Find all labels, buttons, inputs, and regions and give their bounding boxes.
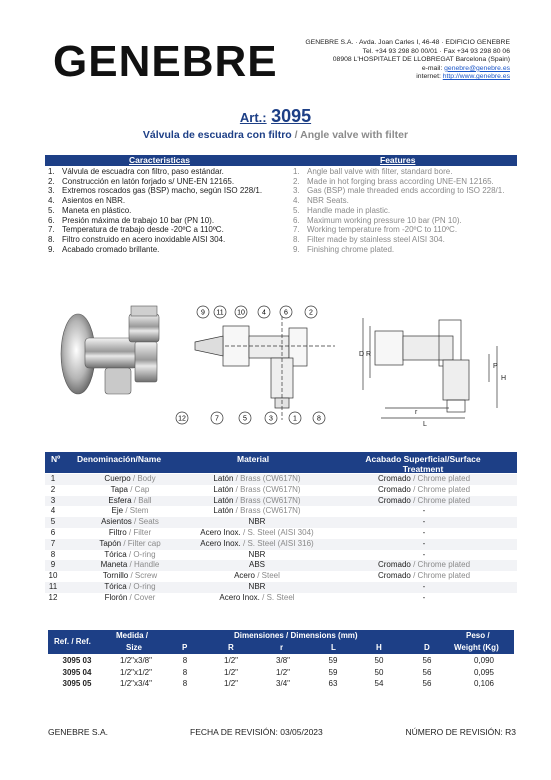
part-name-es: Tornillo bbox=[102, 571, 129, 581]
valve-photo bbox=[61, 306, 159, 394]
separator: / bbox=[410, 474, 418, 483]
feature-item bbox=[290, 167, 516, 177]
material-en: Steel bbox=[261, 571, 280, 581]
separator: / bbox=[233, 495, 241, 505]
part-name-es: Tapón bbox=[99, 538, 122, 548]
dim-H: 50 bbox=[374, 667, 384, 677]
company-email-row bbox=[278, 65, 510, 74]
feature-number: 8. bbox=[48, 234, 55, 244]
company-address bbox=[278, 39, 510, 82]
feature-text: Presión máxima de trabajo 10 bar (PN 10). bbox=[62, 215, 215, 225]
part-finish bbox=[351, 571, 497, 582]
feature-text: Acabado cromado brillante. bbox=[62, 244, 160, 254]
part-name-es: Tapa bbox=[110, 484, 128, 494]
part-finish bbox=[351, 506, 497, 517]
finish-en: Chrome plated bbox=[417, 560, 471, 570]
feature-number: 6. bbox=[48, 215, 55, 225]
part-name-es: Florón bbox=[104, 592, 128, 602]
feature-number: 4. bbox=[293, 196, 300, 206]
material-es: Latón bbox=[213, 474, 234, 483]
feature-item bbox=[290, 245, 516, 255]
parts-table-header bbox=[45, 452, 517, 473]
feature-text: Construcción en latón forjado s/ UNE-EN 12165. bbox=[62, 176, 235, 186]
part-name-en: Filter bbox=[133, 527, 152, 537]
part-number: 6 bbox=[50, 527, 56, 537]
dimensions-table bbox=[48, 655, 514, 690]
finish-none: - bbox=[422, 581, 426, 591]
dim-r: 1/2" bbox=[276, 667, 290, 677]
table-row bbox=[45, 474, 517, 485]
feature-number: 9. bbox=[293, 244, 300, 254]
dim-col-H: H bbox=[376, 643, 382, 652]
features-list-es bbox=[45, 167, 285, 254]
part-finish bbox=[351, 550, 497, 561]
feature-text: Working temperature from -20ºC to 110ºC. bbox=[307, 225, 458, 235]
part-name-es: Asientos bbox=[101, 517, 132, 527]
finish-none: - bbox=[422, 506, 426, 516]
part-material bbox=[175, 496, 339, 507]
part-number: 11 bbox=[48, 581, 58, 591]
table-row bbox=[45, 571, 517, 582]
dimension-letter: R bbox=[366, 351, 372, 358]
table-row bbox=[45, 593, 517, 604]
dim-P: 8 bbox=[182, 656, 188, 665]
feature-text: Finishing chrome plated. bbox=[307, 244, 395, 254]
article-label: Art.: bbox=[239, 110, 267, 125]
part-number: 4 bbox=[50, 506, 56, 516]
separator: / bbox=[121, 538, 128, 548]
material-es: Latón bbox=[213, 506, 234, 516]
callout-label: 1 bbox=[293, 415, 297, 423]
product-drawings bbox=[45, 296, 517, 436]
part-name-es: Maneta bbox=[100, 560, 128, 570]
features-header-en: Features bbox=[380, 155, 416, 165]
dim-col-weight-top: Peso / bbox=[466, 631, 490, 640]
part-number: 1 bbox=[50, 474, 56, 483]
parts-col-num: Nº bbox=[51, 454, 61, 464]
feature-item bbox=[45, 235, 285, 245]
separator: / bbox=[128, 484, 135, 494]
part-name-en: Seats bbox=[138, 517, 159, 527]
dim-R: 1/2" bbox=[224, 667, 238, 677]
callout-label: 8 bbox=[317, 415, 321, 423]
part-name-es: Tórica bbox=[104, 549, 127, 559]
website-link[interactable]: http://www.genebre.es bbox=[442, 73, 510, 81]
feature-number: 6. bbox=[293, 215, 300, 225]
separator: / bbox=[410, 560, 418, 570]
separator: / bbox=[233, 506, 241, 516]
dim-ref: 3095 05 bbox=[62, 679, 92, 688]
finish-none: - bbox=[422, 549, 426, 559]
dim-L: 59 bbox=[328, 656, 338, 665]
part-name-en: Screw bbox=[134, 571, 158, 581]
finish-en: Chrome plated bbox=[417, 484, 471, 494]
finish-es: Cromado bbox=[377, 560, 411, 570]
part-material bbox=[175, 571, 339, 582]
footer-revision-number: NÚMERO DE REVISIÓN: R3 bbox=[405, 727, 516, 737]
feature-number: 3. bbox=[293, 186, 300, 196]
part-material bbox=[175, 528, 339, 539]
separator: / bbox=[255, 571, 262, 581]
feature-text: Handle made in plastic. bbox=[307, 205, 391, 215]
title-separator: / bbox=[291, 129, 301, 141]
separator: / bbox=[259, 592, 267, 602]
article-number: 3095 bbox=[271, 106, 312, 126]
separator: / bbox=[127, 592, 134, 602]
feature-item bbox=[290, 186, 516, 196]
material-es: Acero bbox=[234, 571, 255, 581]
product-subtitle bbox=[0, 129, 551, 141]
dim-H: 50 bbox=[374, 656, 384, 665]
material-en: S. Steel bbox=[266, 592, 295, 602]
separator: / bbox=[240, 527, 248, 537]
feature-item bbox=[290, 177, 516, 187]
separator: / bbox=[130, 474, 138, 483]
part-material bbox=[175, 560, 339, 571]
table-row bbox=[45, 506, 517, 517]
material-en: S. Steel (AISI 316) bbox=[247, 538, 314, 548]
dimension-letter: L bbox=[423, 421, 427, 428]
part-number: 2 bbox=[50, 484, 56, 494]
company-line-3: 08908 L'HOSPITALET DE LLOBREGAT Barcelona (Spain) bbox=[332, 56, 510, 64]
feature-item bbox=[290, 216, 516, 226]
table-row bbox=[45, 517, 517, 528]
part-number: 9 bbox=[50, 560, 56, 570]
feature-item bbox=[45, 245, 285, 255]
material-es: Latón bbox=[213, 484, 234, 494]
part-finish bbox=[351, 539, 497, 550]
dimension-drawing bbox=[363, 318, 497, 418]
finish-es: Cromado bbox=[377, 495, 411, 505]
separator: / bbox=[410, 484, 418, 494]
dim-size: 1/2"x3/8" bbox=[120, 656, 152, 665]
table-row bbox=[45, 485, 517, 496]
callout-label: 3 bbox=[269, 415, 273, 423]
part-finish bbox=[351, 593, 497, 604]
separator: / bbox=[127, 560, 134, 570]
dim-P: 8 bbox=[182, 667, 188, 677]
separator: / bbox=[131, 517, 139, 527]
part-name-en: Cover bbox=[134, 592, 156, 602]
part-name-en: O-ring bbox=[133, 549, 156, 559]
finish-es: Cromado bbox=[377, 571, 411, 581]
separator: / bbox=[240, 538, 248, 548]
feature-item bbox=[45, 167, 285, 177]
dim-L: 63 bbox=[328, 679, 338, 688]
part-name-en: Filter cap bbox=[127, 538, 161, 548]
feature-number: 1. bbox=[293, 167, 300, 176]
part-material bbox=[175, 550, 339, 561]
finish-es: Cromado bbox=[377, 484, 411, 494]
material-es: NBR bbox=[248, 517, 266, 527]
feature-number: 2. bbox=[293, 176, 300, 186]
callout-label: 12 bbox=[178, 415, 186, 423]
part-number: 3 bbox=[50, 495, 56, 505]
part-name-en: Handle bbox=[134, 560, 160, 570]
part-name-es: Cuerpo bbox=[104, 474, 131, 483]
logo-text: GENEBRE bbox=[53, 37, 278, 86]
part-material bbox=[175, 593, 339, 604]
dim-col-size-top: Medida / bbox=[116, 631, 149, 640]
feature-number: 5. bbox=[293, 205, 300, 215]
feature-item bbox=[45, 186, 285, 196]
dimension-letter: H bbox=[501, 375, 507, 382]
part-finish bbox=[351, 496, 497, 507]
dim-col-P: P bbox=[182, 643, 188, 652]
part-finish bbox=[351, 474, 497, 485]
feature-number: 1. bbox=[48, 167, 55, 176]
feature-text: Maneta en plástico. bbox=[62, 205, 132, 215]
dim-col-D: D bbox=[424, 643, 430, 652]
separator: / bbox=[128, 571, 135, 581]
dimension-letter: r bbox=[415, 409, 418, 416]
feature-text: Angle ball valve with filter, standard bore. bbox=[307, 167, 453, 176]
part-finish bbox=[351, 582, 497, 593]
dim-r: 3/4" bbox=[276, 679, 290, 688]
feature-number: 3. bbox=[48, 186, 55, 196]
material-es: Latón bbox=[213, 495, 234, 505]
feature-item bbox=[45, 196, 285, 206]
callout-label: 11 bbox=[216, 309, 224, 317]
material-en: Brass (CW617N) bbox=[240, 495, 301, 505]
table-row bbox=[45, 528, 517, 539]
callout-label: 5 bbox=[243, 415, 247, 423]
feature-text: Asientos en NBR. bbox=[62, 196, 126, 206]
article-title bbox=[0, 106, 551, 127]
dim-col-R: R bbox=[228, 643, 234, 652]
parts-col-finish: Acabado Superficial/Surface Treatment bbox=[365, 454, 481, 474]
part-material bbox=[175, 485, 339, 496]
feature-number: 2. bbox=[48, 176, 55, 186]
material-es: Acero Inox. bbox=[200, 527, 241, 537]
callout-label: 6 bbox=[284, 309, 288, 317]
dim-weight: 0,095 bbox=[473, 667, 495, 677]
dim-D: 56 bbox=[422, 667, 432, 677]
finish-en: Chrome plated bbox=[417, 571, 471, 581]
feature-item bbox=[290, 196, 516, 206]
email-link[interactable]: genebre@genebre.es bbox=[444, 64, 510, 72]
separator: / bbox=[126, 549, 134, 559]
parts-col-name: Denominación/Name bbox=[77, 454, 162, 464]
finish-en: Chrome plated bbox=[417, 495, 471, 505]
feature-item bbox=[45, 177, 285, 187]
material-es: Acero Inox. bbox=[219, 592, 260, 602]
part-number: 12 bbox=[48, 592, 58, 602]
material-es: NBR bbox=[248, 549, 266, 559]
part-number: 10 bbox=[48, 571, 58, 581]
separator: / bbox=[131, 495, 139, 505]
part-finish bbox=[351, 485, 497, 496]
feature-number: 4. bbox=[48, 196, 55, 206]
dim-size: 1/2"x3/4" bbox=[120, 679, 152, 688]
company-internet-row bbox=[278, 73, 510, 82]
parts-col-material: Material bbox=[237, 454, 270, 464]
separator: / bbox=[123, 506, 130, 516]
part-number: 8 bbox=[50, 549, 56, 559]
finish-none: - bbox=[422, 592, 426, 602]
part-number: 7 bbox=[50, 538, 56, 548]
finish-none: - bbox=[422, 517, 426, 527]
part-name-en: O-ring bbox=[133, 581, 156, 591]
table-row bbox=[45, 496, 517, 507]
feature-text: Made in hot forging brass according UNE-EN 12165. bbox=[307, 176, 494, 186]
dim-D: 56 bbox=[422, 656, 432, 665]
dim-col-weight-bottom: Weight (Kg) bbox=[454, 643, 499, 652]
dim-ref: 3095 04 bbox=[62, 667, 92, 677]
table-row bbox=[45, 550, 517, 561]
separator: / bbox=[126, 527, 134, 537]
callout-label: 9 bbox=[201, 309, 205, 317]
finish-en: Chrome plated bbox=[417, 474, 471, 483]
dimension-letter: P bbox=[493, 363, 498, 370]
table-row bbox=[48, 655, 514, 667]
part-number: 5 bbox=[50, 517, 56, 527]
callout-label: 4 bbox=[262, 309, 266, 317]
title-en: Angle valve with filter bbox=[300, 129, 409, 141]
dim-D: 56 bbox=[422, 679, 432, 688]
feature-text: NBR Seats. bbox=[307, 196, 349, 206]
section-drawing bbox=[195, 310, 335, 423]
feature-item bbox=[45, 225, 285, 235]
table-row bbox=[45, 560, 517, 571]
feature-number: 7. bbox=[293, 225, 300, 235]
feature-number: 7. bbox=[48, 225, 55, 235]
dim-size: 1/2"x1/2" bbox=[120, 667, 152, 677]
dim-col-title: Dimensiones / Dimensions (mm) bbox=[234, 631, 358, 640]
material-es: NBR bbox=[248, 581, 266, 591]
callout-label: 7 bbox=[215, 415, 219, 423]
footer-company: GENEBRE S.A. bbox=[48, 727, 108, 737]
material-es: ABS bbox=[248, 560, 265, 570]
footer-revision-date: FECHA DE REVISIÓN: 03/05/2023 bbox=[190, 727, 323, 737]
features-header bbox=[45, 155, 517, 166]
feature-number: 5. bbox=[48, 205, 55, 215]
part-name-es: Tórica bbox=[104, 581, 127, 591]
part-material bbox=[175, 506, 339, 517]
separator: / bbox=[410, 495, 418, 505]
feature-item bbox=[290, 225, 516, 235]
dim-col-L: L bbox=[331, 643, 336, 652]
feature-number: 9. bbox=[48, 244, 55, 254]
feature-text: Extremos roscados gas (BSP) macho, según ISO 228/1. bbox=[62, 186, 263, 196]
dim-col-size-bottom: Size bbox=[126, 643, 143, 652]
dim-H: 54 bbox=[374, 679, 384, 688]
material-en: Brass (CW617N) bbox=[240, 474, 301, 483]
part-name-en: Stem bbox=[129, 506, 149, 516]
internet-label: internet: bbox=[416, 73, 443, 81]
material-en: S. Steel (AISI 304) bbox=[247, 527, 314, 537]
part-finish bbox=[351, 528, 497, 539]
part-material bbox=[175, 582, 339, 593]
callout-label: 10 bbox=[237, 309, 245, 317]
feature-text: Maximum working pressure 10 bar (PN 10). bbox=[307, 215, 462, 225]
part-material bbox=[175, 517, 339, 528]
part-finish bbox=[351, 560, 497, 571]
features-header-es: Caracteristicas bbox=[129, 155, 190, 165]
features-list-en bbox=[290, 167, 516, 254]
part-name-en: Ball bbox=[138, 495, 152, 505]
feature-text: Válvula de escuadra con filtro, paso estándar. bbox=[62, 167, 224, 176]
company-line-2: Tel. +34 93 298 80 00/01 · Fax +34 93 298 80 06 bbox=[362, 47, 510, 55]
feature-item bbox=[290, 206, 516, 216]
separator: / bbox=[233, 474, 241, 483]
separator: / bbox=[410, 571, 418, 581]
finish-es: Cromado bbox=[377, 474, 411, 483]
dimension-letter: D bbox=[359, 351, 365, 358]
parts-table bbox=[45, 474, 517, 604]
table-row bbox=[48, 667, 514, 679]
feature-text: Filter made by stainless steel AISI 304. bbox=[307, 234, 445, 244]
dim-R: 1/2" bbox=[224, 679, 238, 688]
table-row bbox=[45, 582, 517, 593]
company-line-1: GENEBRE S.A. · Avda. Joan Carles I, 46-48 · EDIFICIO GENEBRE bbox=[305, 39, 510, 46]
finish-none: - bbox=[422, 527, 426, 537]
feature-number: 8. bbox=[293, 234, 300, 244]
material-en: Brass (CW617N) bbox=[240, 484, 301, 494]
finish-none: - bbox=[422, 538, 426, 548]
dim-weight: 0,106 bbox=[473, 679, 495, 688]
part-finish bbox=[351, 517, 497, 528]
material-es: Acero Inox. bbox=[200, 538, 241, 548]
separator: / bbox=[233, 484, 241, 494]
feature-item bbox=[45, 206, 285, 216]
dim-R: 1/2" bbox=[224, 656, 238, 665]
feature-text: Temperatura de trabajo desde -20ºC a 110ºC. bbox=[62, 225, 224, 235]
separator: / bbox=[126, 581, 134, 591]
dim-P: 8 bbox=[182, 679, 188, 688]
feature-text: Gas (BSP) male threaded ends according to ISO 228/1. bbox=[307, 186, 505, 196]
callout-label: 2 bbox=[309, 309, 313, 317]
dim-col-r: r bbox=[280, 643, 284, 652]
part-material bbox=[175, 474, 339, 485]
dim-col-ref: Ref. / Ref. bbox=[54, 637, 91, 646]
material-en: Brass (CW617N) bbox=[240, 506, 301, 516]
table-row bbox=[48, 678, 514, 690]
feature-text: Filtro construido en acero inoxidable AISI 304. bbox=[62, 234, 226, 244]
part-name-es: Eje bbox=[111, 506, 124, 516]
dim-r: 3/8" bbox=[276, 656, 290, 665]
dim-weight: 0,090 bbox=[473, 656, 495, 665]
part-name-en: Body bbox=[137, 474, 156, 483]
feature-item bbox=[45, 216, 285, 226]
dim-ref: 3095 03 bbox=[62, 656, 92, 665]
genebre-logo bbox=[53, 37, 278, 86]
part-name-en: Cap bbox=[134, 484, 150, 494]
dimensions-table-header bbox=[48, 630, 514, 654]
part-name-es: Esfera bbox=[108, 495, 132, 505]
feature-item bbox=[290, 235, 516, 245]
table-row bbox=[45, 539, 517, 550]
part-material bbox=[175, 539, 339, 550]
dim-L: 59 bbox=[328, 667, 338, 677]
part-name-es: Filtro bbox=[108, 527, 127, 537]
title-es: Válvula de escuadra con filtro bbox=[142, 129, 292, 141]
email-label: e-mail: bbox=[421, 64, 445, 72]
